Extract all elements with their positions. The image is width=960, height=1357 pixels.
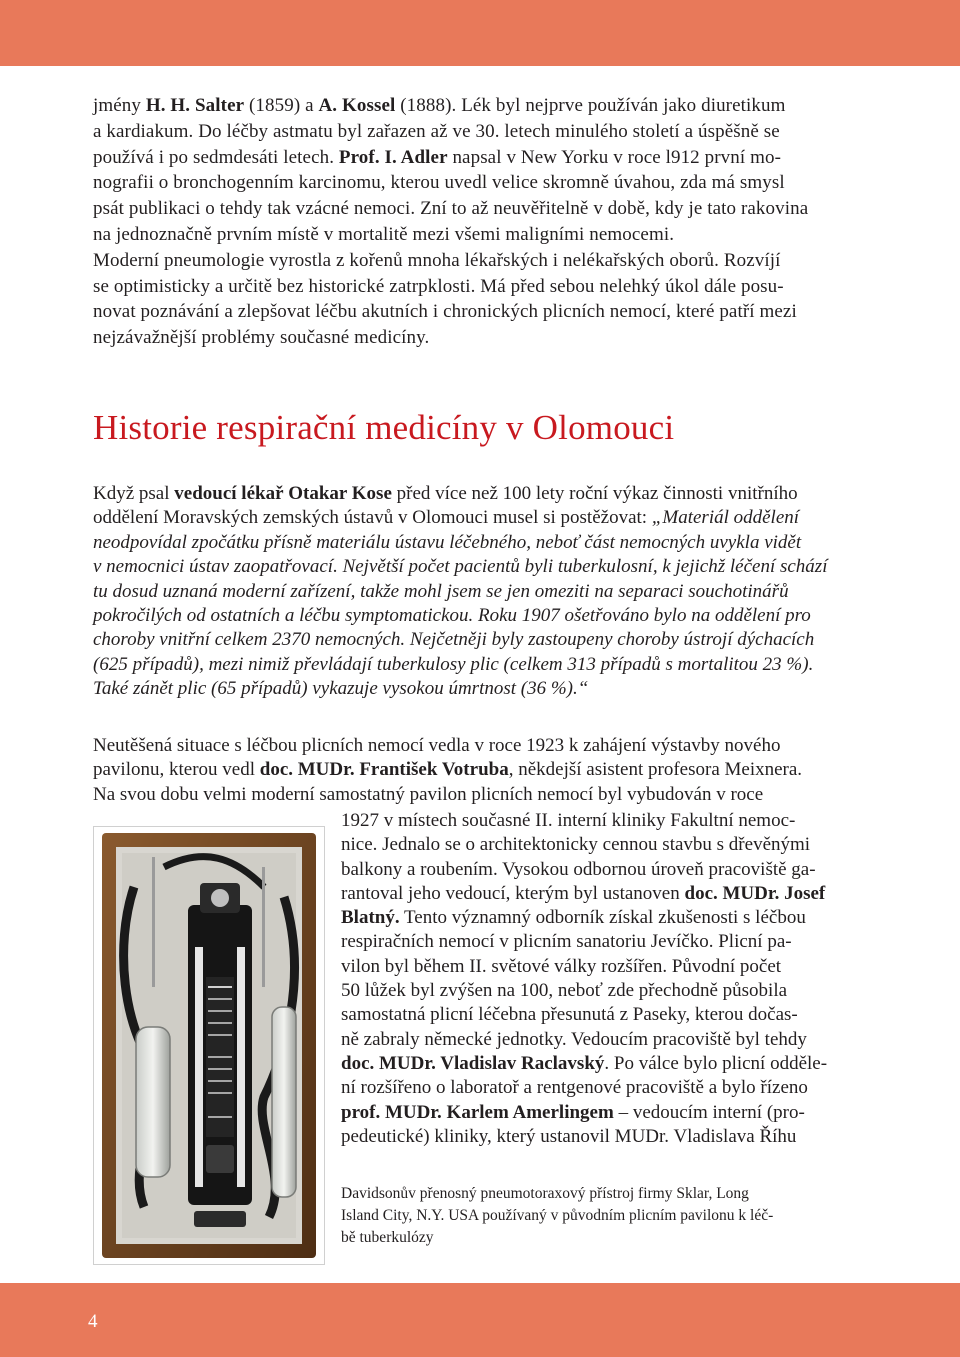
text-run: se optimisticky a určitě bez historické zatrpklosti. Má před sebou nelehký úkol dále posu- (93, 275, 784, 297)
text-line (341, 882, 853, 906)
bold-text: A. Kossel (318, 95, 396, 116)
italic-text: choroby vnitřní celkem 2370 nemocných. Nejčetněji byly zastoupeny choroby ústrojí dýchacích (93, 629, 815, 651)
text-line (341, 1183, 861, 1205)
page-number: 4 (88, 1311, 98, 1332)
text-run: nice. Jednalo se o architektonicky cennou stavbu s dřevěnými (341, 834, 811, 856)
text-run: Island City, N.Y. USA používaný v původním plicním pavilonu k léč- (341, 1207, 774, 1224)
text-run: balkony a roubením. Vysokou odbornou úroveň pracoviště ga- (341, 858, 816, 880)
text-run: (1859) a (244, 95, 319, 116)
text-line (93, 677, 853, 701)
header-band (0, 0, 960, 66)
text-line (341, 1125, 853, 1149)
bold-text: H. H. Salter (145, 95, 245, 116)
text-run: napsal v New Yorku v roce l912 první mo- (447, 146, 781, 168)
text-line (341, 1227, 861, 1249)
text-run: 1927 v místech současné II. interní kliniky Fakultní nemoc- (341, 810, 796, 831)
figure-caption (341, 1183, 861, 1249)
bold-text: doc. MUDr. Vladislav Raclavský (341, 1052, 605, 1074)
text-run: – vedoucím interní (pro- (613, 1101, 805, 1123)
text-line (93, 222, 853, 248)
text-line (341, 1076, 853, 1100)
text-run: pedeutické) kliniky, který ustanovil MUDr. Vladislava Říhu (341, 1125, 797, 1147)
text-run: , někdejší asistent profesora Meixnera. (508, 759, 803, 781)
text-line (341, 1028, 853, 1052)
text-line (93, 604, 853, 628)
text-line (93, 580, 853, 604)
footer-band (0, 1283, 960, 1357)
text-run: ně zabraly německé jednotky. Vedoucím pracoviště byl tehdy (341, 1028, 807, 1050)
text-line (93, 628, 853, 652)
history-paragraph (93, 734, 853, 807)
text-line (341, 858, 853, 882)
text-run: Na svou dobu velmi moderní samostatný pavilon plicních nemocí byl vybudován v roce (93, 783, 764, 805)
text-line (93, 170, 853, 196)
text-line (341, 906, 853, 930)
text-run: jmény (93, 95, 146, 116)
text-line (93, 119, 853, 145)
text-run: před více než 100 lety roční výkaz činnosti vnitřního (391, 483, 798, 504)
text-run: pavilonu, kterou vedl (93, 759, 260, 781)
quote-paragraph (93, 482, 853, 702)
italic-text: „Materiál oddělení (651, 507, 800, 529)
text-line (93, 196, 853, 222)
italic-text: tu dosud uznaná moderní zařízení, takže mohl jsem se jen omeziti na separaci souchotinářů (93, 580, 789, 602)
text-run: oddělení Moravských zemských ústavů v Olomouci musel si postěžovat: (93, 507, 652, 529)
text-run: vilon byl během II. světové války rozšířen. Původní počet (341, 955, 782, 977)
text-line (341, 979, 853, 1003)
text-line (93, 758, 853, 782)
text-line (93, 482, 853, 506)
bold-text: Blatný. (341, 907, 400, 929)
text-run: nografii o bronchogenním karcinomu, kterou uvedl velice skromně úvahou, zda má smysl (93, 172, 785, 194)
bold-text: doc. MUDr. František Votruba (259, 759, 509, 781)
text-run: psát publikaci o tehdy tak vzácné nemoci. Zní to až neuvěřitelně v době, kdy je tato rakovina (93, 198, 809, 220)
text-run: Moderní pneumologie vyrostla z kořenů mnoha lékařských i nelékařských oborů. Rozvíjí (93, 249, 781, 271)
text-run: ní rozšířeno o laboratoř a rentgenové pracoviště a bylo řízeno (341, 1077, 808, 1099)
section-heading: Historie respirační medicíny v Olomouci (93, 408, 675, 447)
text-run: používá i po sedmdesáti letech. (93, 146, 339, 168)
text-line (341, 1205, 861, 1227)
text-run: nejzávažnější problémy současné medicíny. (93, 327, 430, 349)
text-line (93, 734, 853, 758)
italic-text: pokročilých od ostatních a léčbu symptomatickou. Roku 1907 ošetřováno bylo na oddělení pro (93, 605, 811, 627)
text-line (93, 145, 853, 171)
text-run: respiračních nemocí v plicním sanatoriu Jevíčko. Plicní pa- (341, 931, 792, 953)
text-run: (1888). Lék byl nejprve používán jako diuretikum (395, 95, 786, 116)
italic-text: (625 případů), mezi nimiž převládají tuberkulosy plic (celkem 313 případů s mortalitou 23 %). (93, 653, 814, 675)
text-line (93, 555, 853, 579)
text-run: Davidsonův přenosný pneumotoraxový přístroj firmy Sklar, Long (341, 1185, 749, 1202)
text-line (341, 1052, 853, 1076)
text-run: Když psal (93, 483, 175, 504)
text-run: bě tuberkulózy (341, 1229, 434, 1246)
bold-text: Prof. I. Adler (338, 146, 448, 168)
text-run: na jednoznačně prvním místě v mortalitě mezi všemi maligními nemocemi. (93, 223, 675, 245)
text-line (341, 930, 853, 954)
text-run: 50 lůžek byl zvýšen na 100, neboť zde přechodně působila (341, 980, 788, 1002)
text-line (93, 783, 853, 807)
text-line (341, 1003, 853, 1027)
text-line (341, 833, 853, 857)
italic-text: neodpovídal zpočátku přísně materiálu ústavu léčebného, neboť část nemocných uvykla vidět (93, 531, 802, 553)
pneumothorax-apparatus-photo (93, 826, 325, 1265)
pavilion-paragraph (341, 809, 853, 1149)
bold-text: doc. MUDr. Josef (684, 882, 826, 904)
bold-text: vedoucí lékař Otakar Kose (174, 483, 392, 504)
italic-text: v nemocnici ústav zaopatřovací. Největší počet pacientů byli tuberkulosní, k jejichž léčení schází (93, 556, 828, 578)
text-line (93, 506, 853, 530)
text-line (93, 248, 853, 274)
text-line (93, 325, 853, 351)
text-run: novat poznávání a zlepšovat léčbu akutních i chronických plicních nemocí, které patří mezi (93, 301, 797, 323)
text-run: . Po válce bylo plicní odděle- (604, 1052, 828, 1074)
text-run: rantoval jeho vedoucí, kterým byl ustanoven (341, 882, 685, 904)
text-line (93, 274, 853, 300)
text-line (341, 809, 853, 833)
apparatus-illustration (94, 827, 324, 1264)
text-run: a kardiakum. Do léčby astmatu byl zařazen až ve 30. letech minulého století a úspěšně se (93, 120, 780, 142)
text-line (93, 531, 853, 555)
text-line (93, 653, 853, 677)
intro-paragraph (93, 93, 853, 351)
text-run: samostatná plicní léčebna přesunutá z Paseky, kterou dočas- (341, 1004, 798, 1026)
text-run: Tento významný odborník získal zkušenosti s léčbou (399, 907, 806, 929)
text-line (93, 299, 853, 325)
text-line (341, 1101, 853, 1125)
text-line (341, 955, 853, 979)
bold-text: prof. MUDr. Karlem Amerlingem (341, 1101, 614, 1123)
italic-text: Také zánět plic (65 případů) vykazuje vysokou úmrtnost (36 %).“ (93, 678, 589, 700)
text-run: Neutěšená situace s léčbou plicních nemocí vedla v roce 1923 k zahájení výstavby nového (93, 735, 781, 756)
text-line (93, 93, 853, 119)
